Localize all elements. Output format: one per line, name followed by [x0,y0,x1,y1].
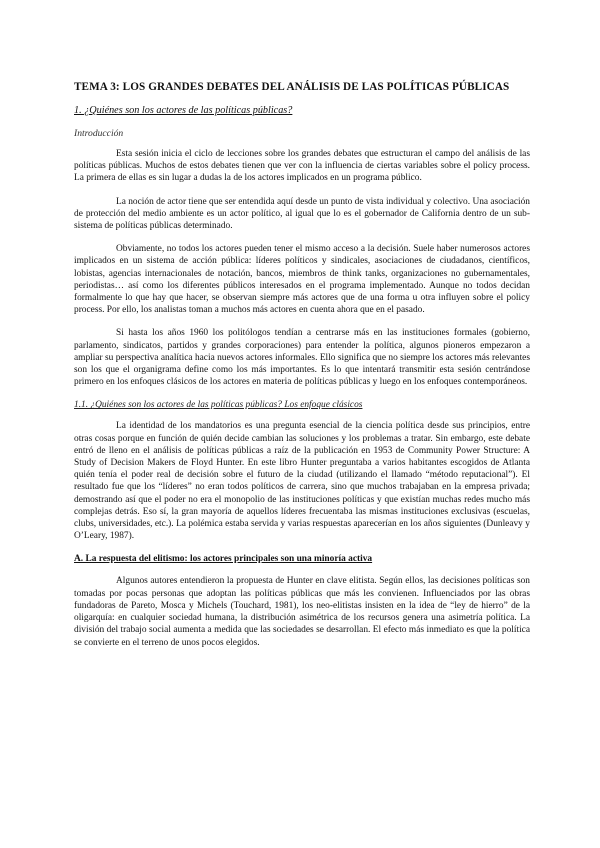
section-heading-1: 1. ¿Quiénes son los actores de las políticas públicas? [74,105,293,116]
section-heading-a: A. La respuesta del elitismo: los actores principales son una minoría activa [74,554,373,565]
section-heading-1-1: 1.1. ¿Quiénes son los actores de las políticas públicas? Los enfoque clásicos [74,400,363,411]
document-content [74,80,530,660]
paragraph: Obviamente, no todos los actores pueden tener el mismo acceso a la decisión. Suele haber numerosos actores implicados en un sistema de acción pública: líderes políticos y sindicales, asociaciones de ciudadanos, científicos, lobistas, agencias internacionales de notación, bancos, miembros de think tanks, organizaciones no gubernamentales, periodistas… así como los diferentes públicos interesados en el programa implementado. Aunque no todos decidan formalmente lo que hay que hacer, se observan siempre más actores que de una forma u otra influyen sobre el policy process. Por ello, los analistas toman a muchos más actores en cuenta ahora que en el pasado. [74,244,530,316]
paragraph: Si hasta los años 1960 los politólogos tendían a centrarse más en las instituciones formales (gobierno, parlamento, sindicatos, partidos y grandes corporaciones) para entender la política, algunos pioneros empezaron a ampliar su perspectiva analítica hacia nuevos actores informales. Ello significa que no siempre los actores más relevantes son los que el organigrama define como los más importantes. Es lo que intentará transmitir esta sesión centrándose primero en los enfoques clásicos de los actores en materia de políticas públicas y luego en los enfoques contemporáneos. [74,328,530,388]
paragraph: Esta sesión inicia el ciclo de lecciones sobre los grandes debates que estructuran el campo del análisis de las políticas públicas. Muchos de estos debates tienen que ver con la influencia de ciertas variables sobre el policy process. La primera de ellas es sin lugar a dudas la de los actores implicados en un programa público. [74,149,530,184]
chapter-title: TEMA 3: LOS GRANDES DEBATES DEL ANÁLISIS DE LAS POLÍTICAS PÚBLICAS [74,81,510,93]
paragraph: Algunos autores entendieron la propuesta de Hunter en clave elitista. Según ellos, las decisiones políticas son tomadas por pocas personas que adoptan las políticas públicas que más les convienen. Influenciados por las obras fundadoras de Pareto, Mosca y Michels (Touchard, 1981), los neo-elitistas insisten en la idea de “ley de hierro” de la oligarquía: en cualquier sociedad humana, la distribución asimétrica de los recursos genera una asimetría política. La división del trabajo social aumenta a medida que las sociedades se desarrollan. El efecto más inmediato es que la política se convierte en el terreno de unos pocos elegidos. [74,576,530,648]
intro-heading: Introducción [74,128,124,139]
paragraph: La noción de actor tiene que ser entendida aquí desde un punto de vista individual y colectivo. Una asociación de protección del medio ambiente es un actor político, al igual que lo es el gobernador de California dentro de un sub-sistema de políticas públicas determinado. [74,196,530,232]
paragraph: La identidad de los mandatorios es una pregunta esencial de la ciencia política desde sus principios, entre otras cosas porque en función de quién decide cambian las soluciones y los problemas a tratar. Sin embargo, este debate entró de lleno en el análisis de políticas públicas a raíz de la publicación en 1953 de Community Power Structure: A Study of Decision Makers de Floyd Hunter. En este libro Hunter preguntaba a varios habitantes escogidos de Atlanta quién tenía el poder real de decisión sobre el futuro de la ciudad (utilizando el llamado “método reputacional”). El resultado fue que los “líderes” no eran todos políticos de carrera, sino que muchos trabajaban en la empresa privada; demostrando así que el poder no era el monopolio de las instituciones políticas y que existían muchas redes mucho más complejas detrás. Eso sí, la gran mayoría de aquellos líderes frecuentaba las mismas instituciones exclusivas (escuelas, clubs, universidades, etc.). La polémica estaba servida y varias respuestas aparecerían en los años siguientes (Dunleavy y O’Leary, 1987). [74,421,530,542]
